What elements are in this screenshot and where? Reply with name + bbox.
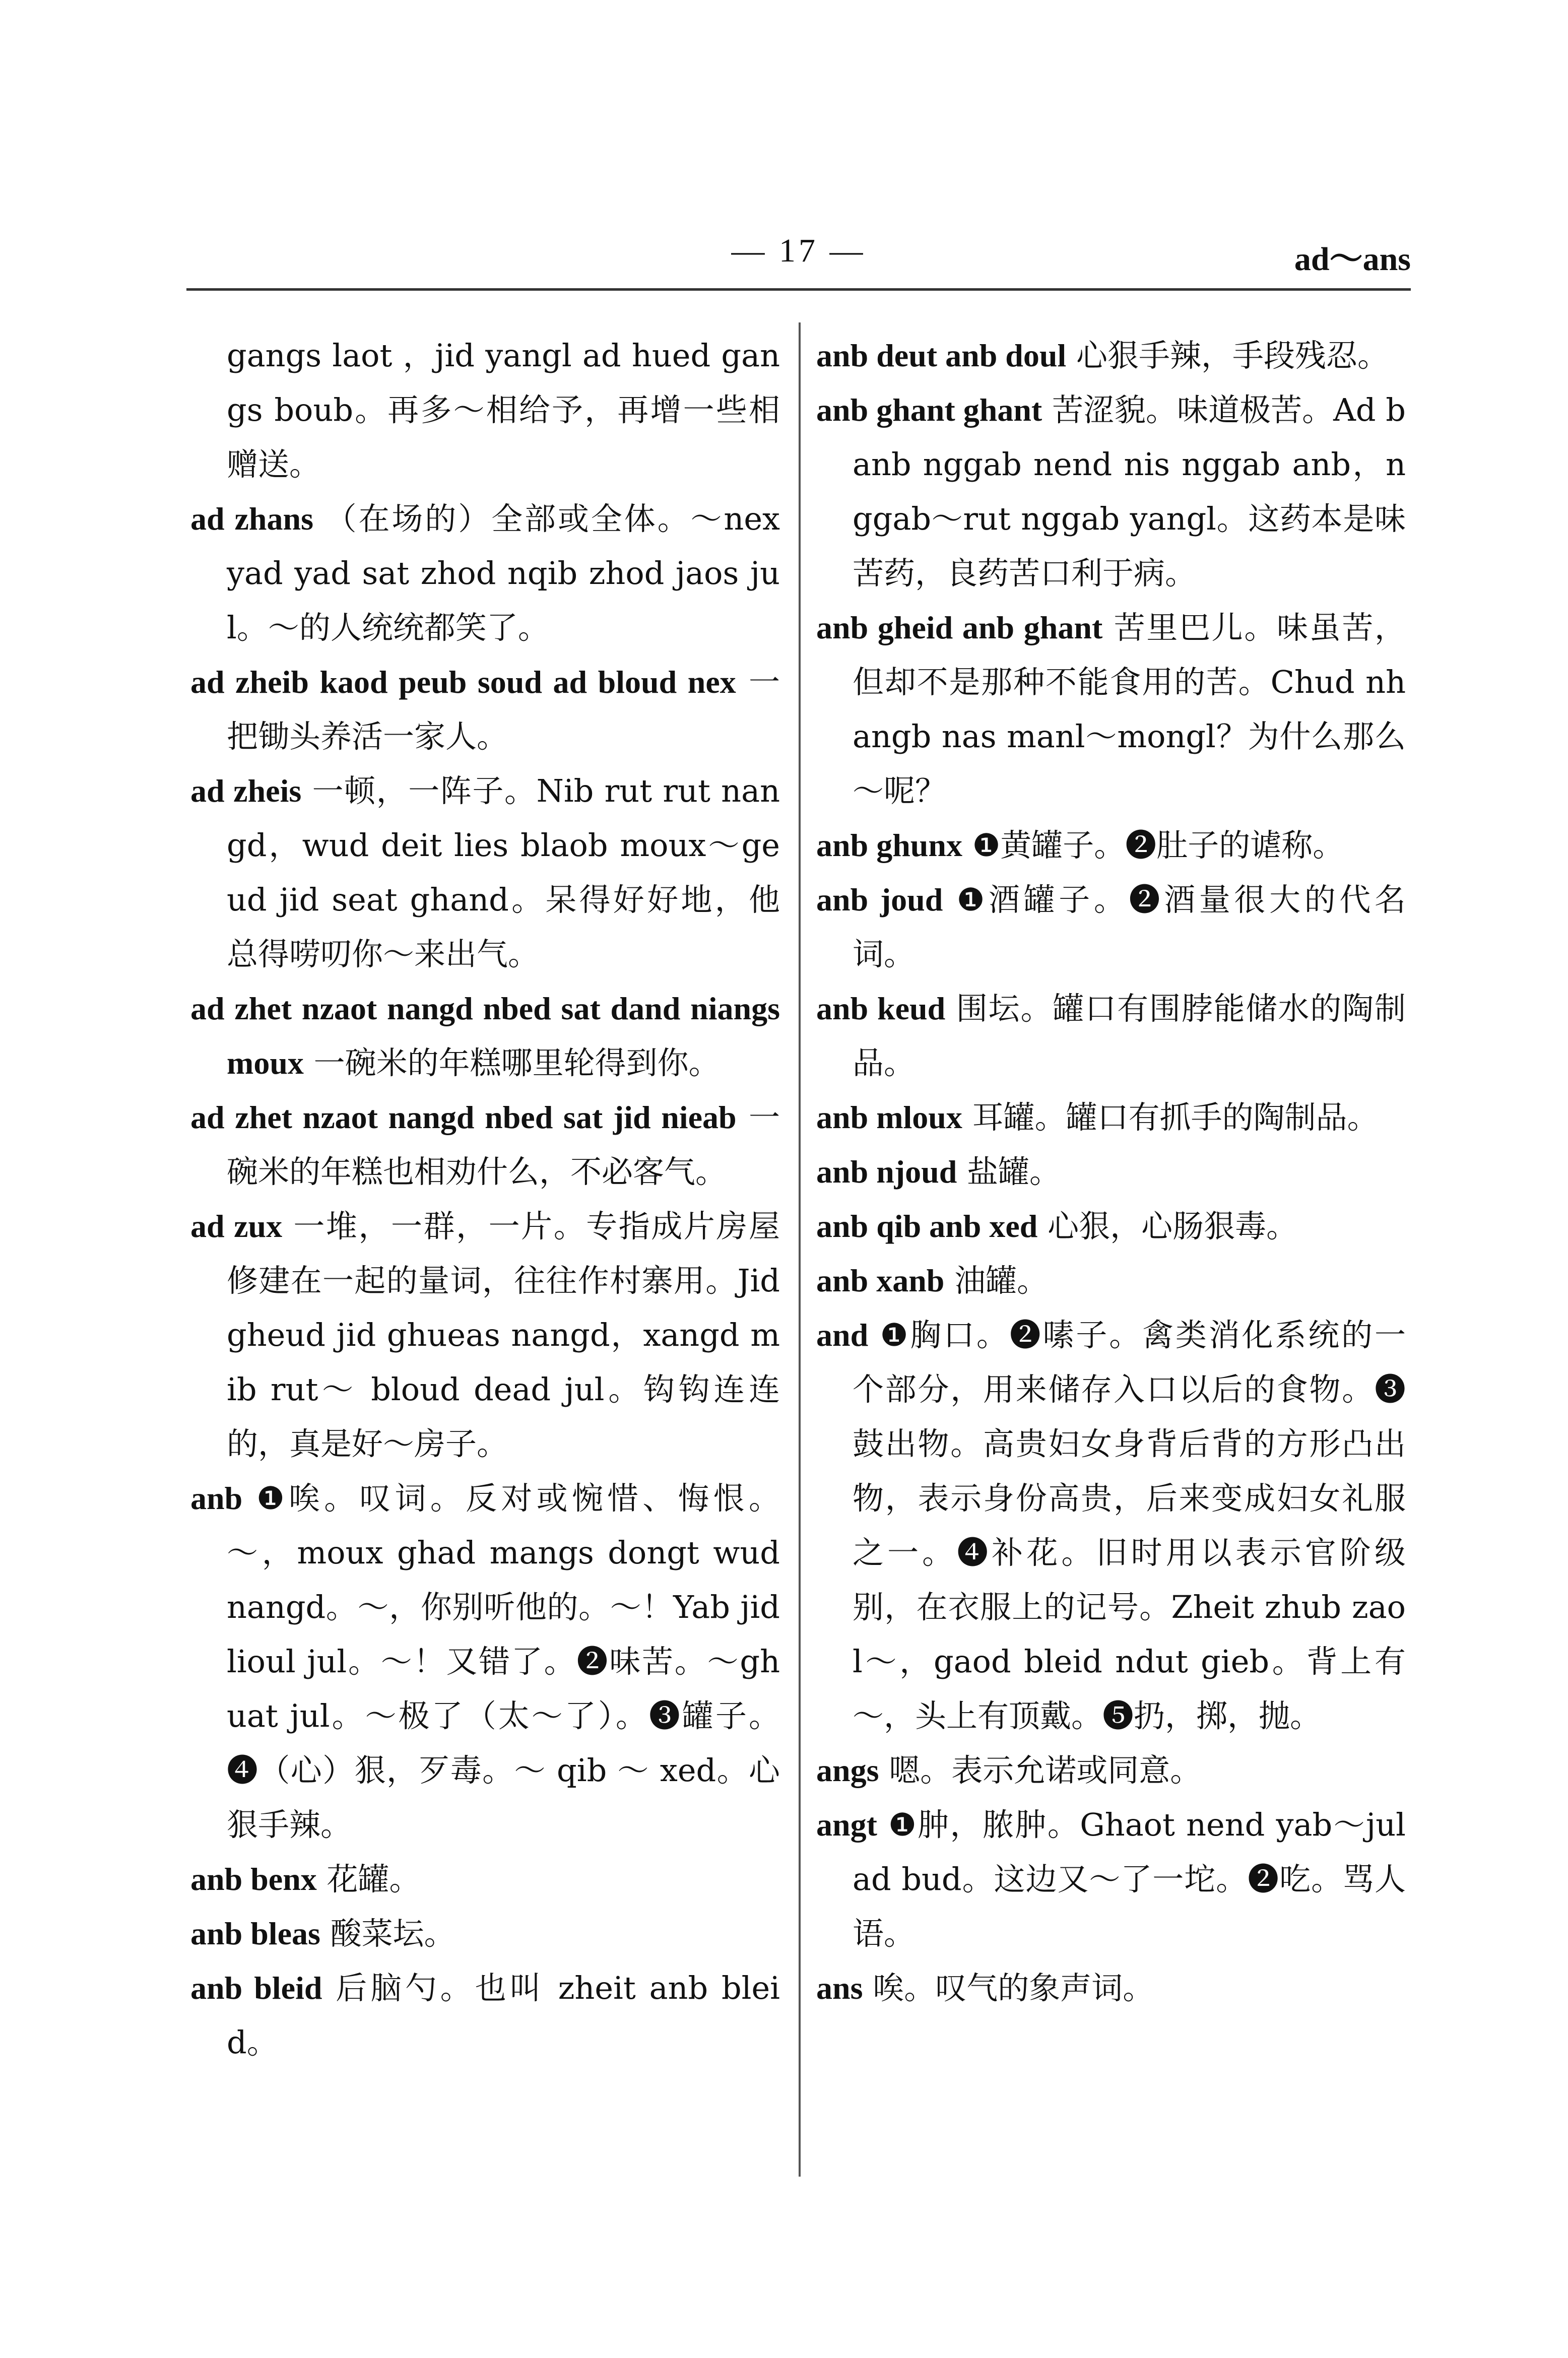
entry-headword: ad zheib kaod peub soud ad bloud nex bbox=[190, 664, 736, 700]
dictionary-entry bbox=[190, 981, 780, 1090]
entry-definition: ❶胸口。❷嗉子。禽类消化系统的一个部分，用来储存入口以后的食物。❸鼓出物。高贵妇女身背后背的方形凸出物，表示身份高贵，后来变成妇女礼服之一。❹补花。旧时用以表示官阶级别，在衣服上的记号。Zheit zhub zaol～，gaod bleid ndut gieb。背上有～，头上有顶戴。❺扔，掷，抛。 bbox=[853, 1317, 1406, 1734]
entry-headword: anb njoud bbox=[816, 1154, 957, 1190]
dictionary-entry bbox=[816, 601, 1406, 818]
entry-headword: ad zux bbox=[190, 1208, 283, 1244]
dictionary-entry bbox=[190, 329, 780, 492]
dictionary-entry bbox=[816, 818, 1406, 873]
dictionary-entry bbox=[190, 1907, 780, 1961]
guide-words: ad～ans bbox=[1294, 241, 1411, 278]
entry-headword: ad zhet nzaot nangd nbed sat jid nieab bbox=[190, 1099, 737, 1135]
dictionary-entry bbox=[190, 1471, 780, 1852]
entry-definition: 一碗米的年糕也相劝什么，不必客气。 bbox=[227, 1099, 780, 1190]
entry-headword: anb benx bbox=[190, 1861, 317, 1897]
entry-headword: anb keud bbox=[816, 991, 946, 1026]
dictionary-entry bbox=[190, 492, 780, 655]
dictionary-entry bbox=[816, 1199, 1406, 1254]
entry-definition: 花罐。 bbox=[326, 1861, 421, 1897]
entry-definition: 一堆，一群，一片。专指成片房屋修建在一起的量词，往往作村寨用。Jid gheud jid ghueas nangd，xangd mib rut～ bloud dead jul。钩钩连连的，真是好～房子。 bbox=[227, 1208, 780, 1462]
entry-definition: 唉。叹气的象声词。 bbox=[873, 1970, 1154, 2006]
entry-definition: 一顿，一阵子。Nib rut rut nangd，wud deit lies blaob moux～geud jid seat ghand。呆得好好地，他总得唠叨你～来出气。 bbox=[227, 772, 780, 972]
entry-definition: 耳罐。罐口有抓手的陶制品。 bbox=[972, 1099, 1379, 1136]
entry-headword: anb gheid anb ghant bbox=[816, 610, 1103, 645]
dictionary-entry bbox=[816, 1254, 1406, 1308]
dictionary-entry bbox=[816, 873, 1406, 981]
entry-headword: ad zheis bbox=[190, 773, 302, 809]
dictionary-entry bbox=[190, 655, 780, 764]
dictionary-entry bbox=[190, 1090, 780, 1199]
entry-definition: 一把锄头养活一家人。 bbox=[227, 664, 780, 755]
dictionary-entry bbox=[816, 1145, 1406, 1199]
entry-definition: 盐罐。 bbox=[967, 1153, 1061, 1190]
dictionary-entry bbox=[816, 981, 1406, 1090]
entry-headword: anb xanb bbox=[816, 1263, 945, 1298]
entry-headword: ad zhans bbox=[190, 501, 313, 537]
entry-headword: angs bbox=[816, 1752, 879, 1788]
entry-definition: 酸菜坛。 bbox=[330, 1915, 455, 1952]
dictionary-entry bbox=[816, 1798, 1406, 1961]
dictionary-entry bbox=[816, 1961, 1406, 2015]
entry-headword: and bbox=[816, 1317, 869, 1353]
page-number: — 17 — bbox=[731, 232, 866, 269]
entry-definition: 苦涩貌。味道极苦。Ad banb nggab nend nis nggab anb，nggab～rut nggab yangl。这药本是味苦药，良药苦口利于病。 bbox=[853, 391, 1406, 592]
entry-definition: 心狠手辣，手段残忍。 bbox=[1076, 337, 1389, 374]
entry-headword: anb ghant ghant bbox=[816, 392, 1042, 428]
entry-definition: 一碗米的年糕哪里轮得到你。 bbox=[313, 1044, 720, 1081]
entry-headword: ans bbox=[816, 1970, 863, 2006]
entry-headword: anb qib anb xed bbox=[816, 1208, 1038, 1244]
dictionary-entry bbox=[190, 764, 780, 981]
entry-definition: ❶唉。叹词。反对或惋惜、悔恨。～，moux ghad mangs dongt wud nangd。～，你别听他的。～！Yab jid lioul jul。～！又错了。❷味苦。～ghuat jul。～极了（太～了）。❸罐子。❹（心）狠，歹毒。～ qib ～ xed。心狠手辣。 bbox=[227, 1480, 780, 1843]
entry-headword: angt bbox=[816, 1807, 877, 1843]
entry-headword: anb bleid bbox=[190, 1970, 322, 2006]
entry-definition: gangs laot ，jid yangl ad hued gangs boub。再多～相给予，再增一些相赠送。 bbox=[227, 337, 780, 483]
entry-headword: anb bleas bbox=[190, 1916, 320, 1951]
entry-headword: anb joud bbox=[816, 882, 943, 918]
entry-headword: anb ghunx bbox=[816, 827, 962, 863]
entry-definition: 嗯。表示允诺或同意。 bbox=[889, 1752, 1202, 1789]
entry-definition: （在场的）全部或全体。～nex yad yad sat zhod nqib zhod jaos jul。～的人统统都笑了。 bbox=[227, 500, 780, 646]
dictionary-entry bbox=[190, 1961, 780, 2070]
entry-definition: ❶酒罐子。❷酒量很大的代名词。 bbox=[853, 881, 1406, 972]
dictionary-entry bbox=[816, 329, 1406, 383]
entry-definition: 油罐。 bbox=[954, 1262, 1049, 1299]
header-rule bbox=[186, 288, 1411, 291]
right-column bbox=[816, 329, 1406, 2015]
entry-definition: ❶肿，脓肿。Ghaot nend yab～jul ad bud。这边又～了一坨。❷吃。骂人语。 bbox=[853, 1806, 1406, 1952]
dictionary-entry bbox=[190, 1199, 780, 1471]
entry-definition: 苦里巴儿。味虽苦，但却不是那种不能食用的苦。Chud nhangb nas manl～mongl？为什么那么～呢？ bbox=[853, 609, 1406, 809]
dictionary-entry bbox=[816, 1090, 1406, 1145]
entry-definition: 心狠，心肠狠毒。 bbox=[1048, 1208, 1298, 1244]
entry-definition: 围坛。罐口有围脖能储水的陶制品。 bbox=[853, 990, 1406, 1081]
left-column bbox=[190, 329, 780, 2070]
dictionary-entry bbox=[816, 383, 1406, 601]
dictionary-entry bbox=[816, 1743, 1406, 1798]
entry-definition: ❶黄罐子。❷肚子的谑称。 bbox=[972, 827, 1344, 864]
entry-definition: 后脑勺。也叫 zheit anb bleid。 bbox=[227, 1970, 780, 2061]
entry-headword: anb mloux bbox=[816, 1099, 962, 1135]
running-head bbox=[186, 222, 1411, 277]
entry-headword: anb deut anb doul bbox=[816, 338, 1067, 373]
dictionary-entry bbox=[190, 1852, 780, 1907]
dictionary-entry bbox=[816, 1308, 1406, 1743]
entry-headword: ad zhet nzaot nangd nbed sat dand niangs moux bbox=[190, 991, 780, 1081]
column-divider bbox=[799, 322, 801, 2177]
entry-headword: anb bbox=[190, 1480, 243, 1516]
